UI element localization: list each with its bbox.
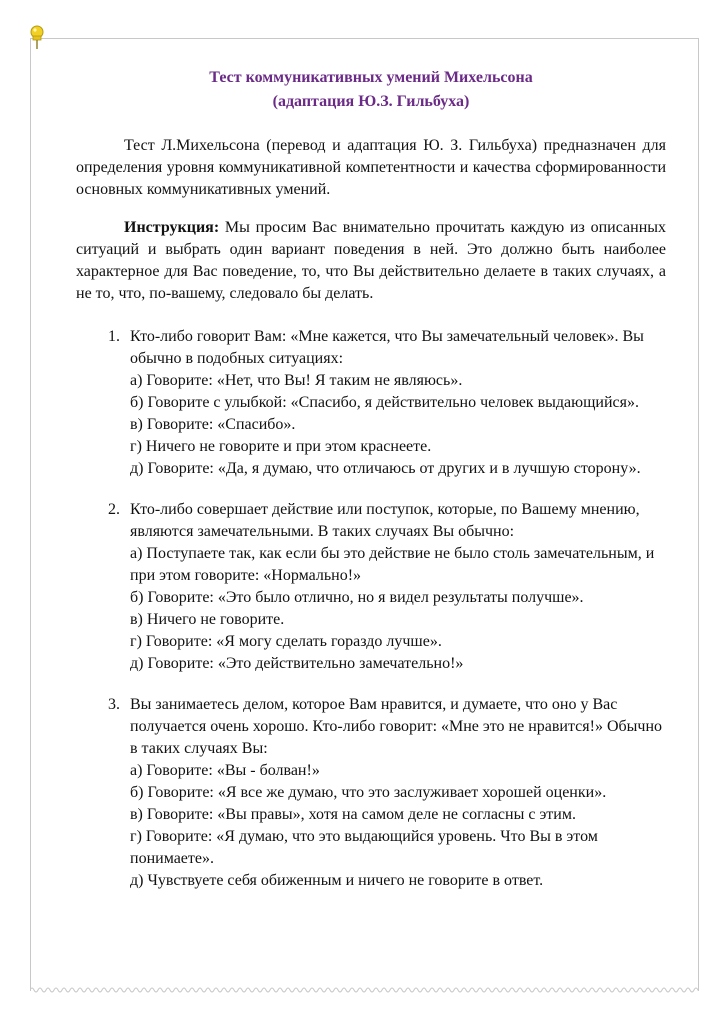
instruction-paragraph [76, 217, 666, 305]
document-body [76, 64, 666, 911]
question-item [76, 326, 666, 480]
question-number: 3. [108, 696, 120, 713]
page-bottom-wavy-edge [30, 984, 698, 996]
pushpin-icon [26, 24, 48, 50]
question-number: 1. [108, 328, 120, 345]
question-item [76, 499, 666, 675]
answer-option: д) Чувствуете себя обиженным и ничего не говорите в ответ. [130, 872, 544, 889]
question-item [76, 694, 666, 892]
answer-option: б) Говорите с улыбкой: «Спасибо, я действительно человек выдающийся». [130, 394, 639, 411]
answer-option: в) Ничего не говорите. [130, 611, 285, 628]
answer-option: б) Говорите: «Я все же думаю, что это заслуживает хорошей оценки». [130, 784, 607, 801]
answer-option: г) Говорите: «Я могу сделать гораздо лучше». [130, 633, 442, 650]
instruction-label: Инструкция: [124, 219, 220, 236]
answer-option: а) Поступаете так, как если бы это действие не было столь замечательным, и при этом говорите: «Нормально!» [130, 545, 655, 584]
question-text: Кто-либо говорит Вам: «Мне кажется, что Вы замечательный человек». Вы обычно в подобных ситуациях: [130, 328, 644, 367]
title-line-1: Тест коммуникативных умений Михельсона [209, 69, 533, 86]
answer-option: д) Говорите: «Да, я думаю, что отличаюсь от других и в лучшую сторону». [130, 460, 641, 477]
intro-paragraph: Тест Л.Михельсона (перевод и адаптация Ю. З. Гильбуха) предназначен для определения уровня коммуникативной компетентности и качества сформированности основных коммуникативных умений. [76, 137, 666, 198]
question-text: Кто-либо совершает действие или поступок, которые, по Вашему мнению, являются замечательными. В таких случаях Вы обычно: [130, 501, 640, 540]
title-line-2: (адаптация Ю.З. Гильбуха) [272, 93, 470, 110]
answer-option: а) Говорите: «Вы - болван!» [130, 762, 320, 779]
answer-option: д) Говорите: «Это действительно замечательно!» [130, 655, 464, 672]
instruction-text: Мы просим Вас внимательно прочитать каждую из описанных ситуаций и выбрать один вариант поведения в ней. Это должно быть наиболее характерное для Вас поведение, то, что Вы действительно делаете в таких случаях, а не то, что, по-вашему, следовало бы делать. [76, 219, 666, 302]
document-title [76, 66, 666, 114]
answer-option: г) Говорите: «Я думаю, что это выдающийся уровень. Что Вы в этом понимаете». [130, 828, 598, 867]
answer-option: в) Говорите: «Спасибо». [130, 416, 296, 433]
answer-option: а) Говорите: «Нет, что Вы! Я таким не являюсь». [130, 372, 463, 389]
answer-option: г) Ничего не говорите и при этом краснеете. [130, 438, 432, 455]
question-list [76, 326, 666, 892]
question-text: Вы занимаетесь делом, которое Вам нравится, и думаете, что оно у Вас получается очень хорошо. Кто-либо говорит: «Мне это не нравится!» Обычно в таких случаях Вы: [130, 696, 663, 757]
answer-option: б) Говорите: «Это было отлично, но я видел результаты получше». [130, 589, 584, 606]
answer-option: в) Говорите: «Вы правы», хотя на самом деле не согласны с этим. [130, 806, 576, 823]
question-number: 2. [108, 501, 120, 518]
